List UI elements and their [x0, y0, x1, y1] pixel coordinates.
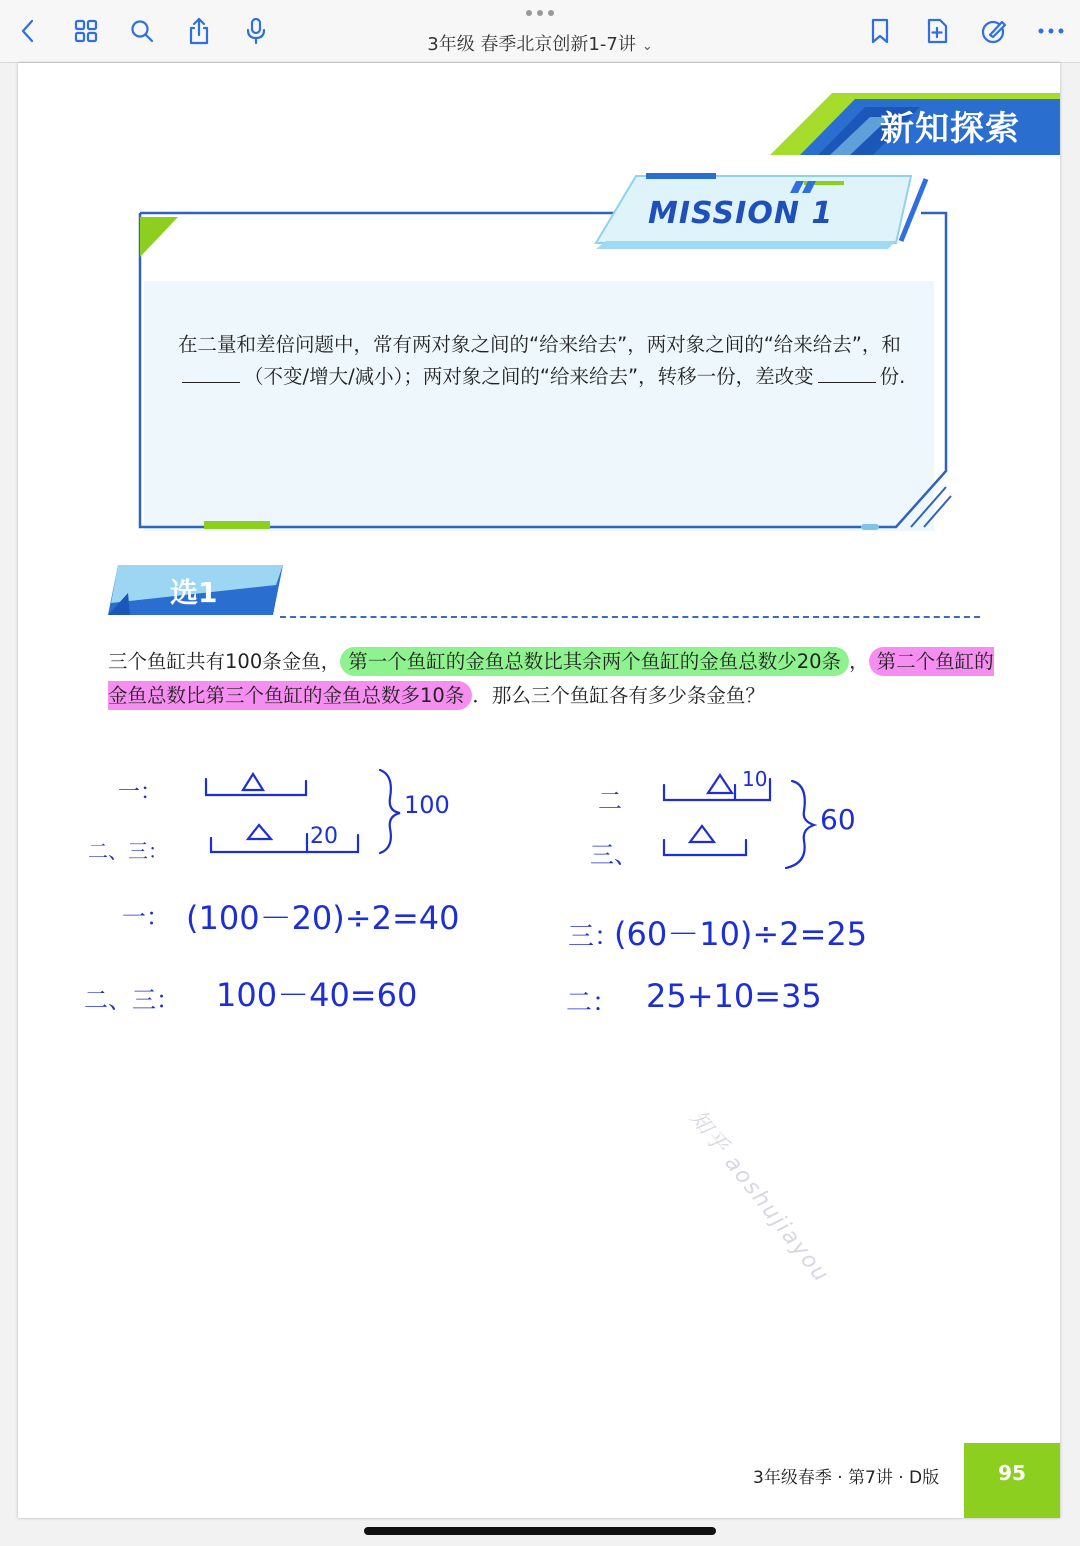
left-bar-1 — [206, 779, 306, 795]
right-triangle-2 — [690, 826, 714, 842]
top-toolbar — [0, 0, 1080, 63]
right-number-10: 10 — [742, 767, 768, 791]
left-equation-1-label: 一： — [122, 903, 170, 931]
banner-title: 新知探索 — [880, 109, 1020, 149]
section-label: 选1 — [170, 576, 218, 609]
left-equation-1: (100－20)÷2=40 — [186, 899, 460, 937]
left-label-1: 一： — [118, 780, 163, 805]
left-triangle-2 — [248, 825, 271, 839]
search-icon[interactable] — [126, 14, 158, 48]
document-title-text: 3年级 春季北京创新1-7讲 — [427, 34, 636, 55]
mission-label: MISSION 1 — [648, 196, 834, 231]
highlight-pink[interactable]: 第二个鱼缸的金鱼总数比第三个鱼缸的金鱼总数多10条 — [108, 647, 994, 710]
mission-text-part3: 份. — [879, 365, 906, 388]
right-equation-2-label: 二： — [566, 988, 619, 1018]
left-brace — [380, 770, 400, 853]
question-part1: 三个鱼缸共有100条金鱼， — [108, 650, 341, 673]
bookmark-icon[interactable] — [864, 14, 896, 48]
document-title[interactable] — [380, 30, 700, 56]
handwritten-solution — [18, 63, 1060, 1163]
highlight-green[interactable]: 第一个鱼缸的金鱼总数比其余两个鱼缸的金鱼总数少20条 — [340, 647, 849, 676]
left-label-2: 二、三： — [88, 839, 168, 863]
question-part3: ．那么三个鱼缸各有多少条金鱼？ — [472, 684, 765, 707]
window-grabber[interactable] — [524, 8, 556, 18]
document-page — [18, 63, 1060, 1518]
page-number: 95 — [998, 1461, 1026, 1485]
left-triangle-1 — [243, 774, 263, 790]
left-equation-2-label: 二、三： — [84, 986, 180, 1014]
markup-pen-icon[interactable] — [978, 14, 1010, 48]
right-equation-2: 25+10=35 — [646, 977, 822, 1015]
right-total: 60 — [820, 803, 856, 836]
home-indicator[interactable] — [364, 1527, 716, 1535]
back-icon[interactable] — [12, 14, 44, 48]
right-equation-1: (60－10)÷2=25 — [614, 915, 868, 953]
mission-text-part1: 在二量和差倍问题中，常有两对象之间的“给来给去”，两对象之间的“给来给去”，和 — [178, 333, 901, 356]
left-total: 100 — [404, 791, 450, 819]
grid-view-icon[interactable] — [70, 14, 102, 48]
right-brace — [786, 781, 814, 868]
left-equation-2: 100－40=60 — [216, 976, 418, 1014]
footer-text: 3年级春季 · 第7讲 · D版 — [753, 1468, 940, 1488]
share-icon[interactable] — [183, 14, 215, 48]
microphone-icon[interactable] — [240, 14, 272, 48]
right-label-1: 二 — [598, 787, 622, 815]
question-part2: ， — [849, 650, 869, 673]
right-triangle-1 — [708, 775, 732, 793]
add-page-icon[interactable] — [921, 14, 953, 48]
left-number-20: 20 — [310, 824, 338, 849]
right-equation-1-label: 三： — [568, 922, 621, 952]
watermark: 知乎 aoshujiayou — [684, 1106, 835, 1289]
right-label-2: 三、 — [590, 841, 638, 869]
more-icon[interactable] — [1035, 14, 1067, 48]
mission-text-part2: （不变/增大/减小）；两对象之间的“给来给去”，转移一份，差改变 — [244, 365, 814, 388]
chevron-down-icon: ⌄ — [641, 39, 653, 54]
